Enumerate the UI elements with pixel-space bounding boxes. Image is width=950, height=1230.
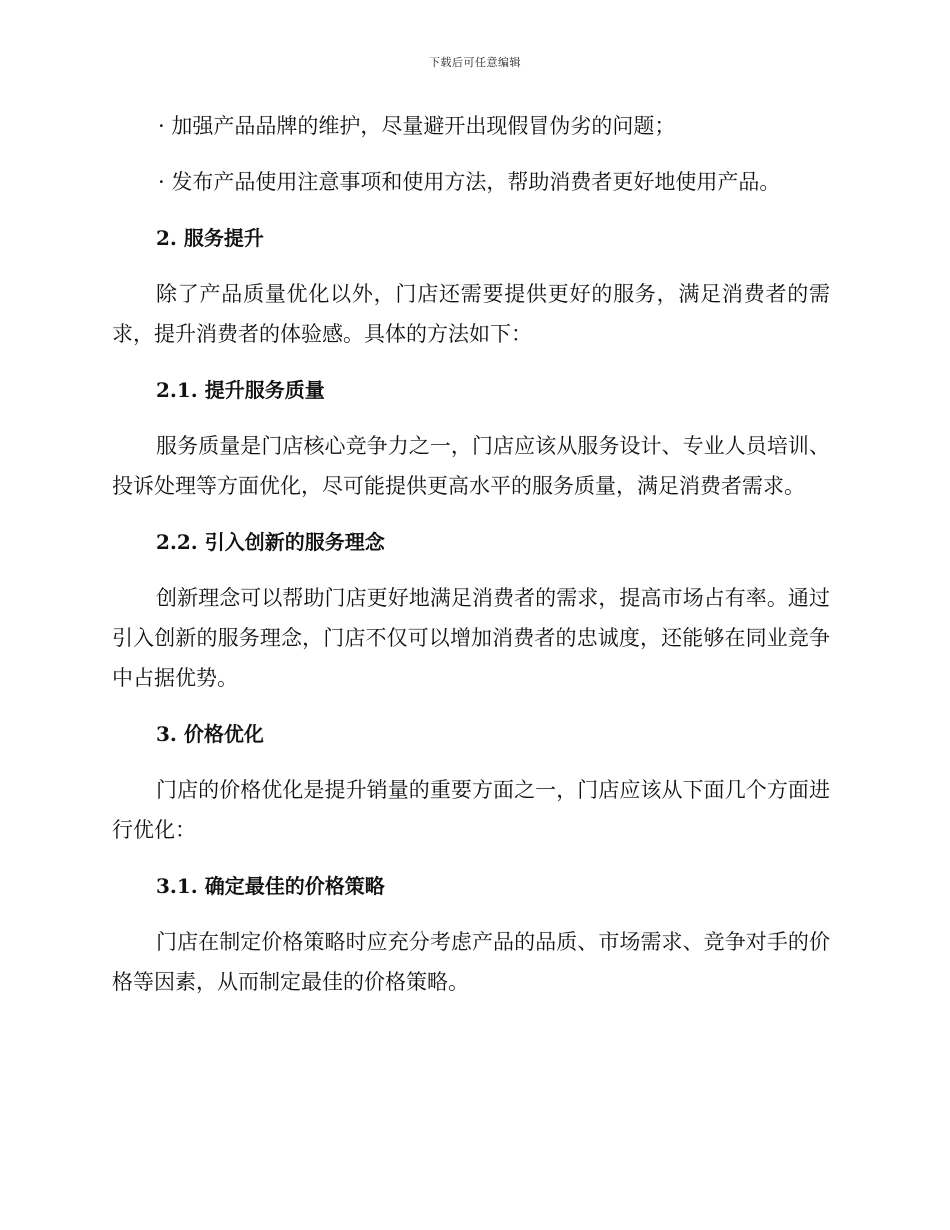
paragraph: 门店的价格优化是提升销量的重要方面之一，门店应该从下面几个方面进行优化：: [112, 778, 830, 842]
paragraph: 门店在制定价格策略时应充分考虑产品的品质、市场需求、竞争对手的价格等因素，从而制定最佳的价格策略。: [112, 930, 830, 994]
subsection-heading-service-quality: 2.1. 提升服务质量: [156, 378, 325, 402]
paragraph: 服务质量是门店核心竞争力之一，门店应该从服务设计、专业人员培训、投诉处理等方面优化，尽可能提供更高水平的服务质量，满足消费者需求。: [112, 434, 830, 498]
bullet-item: · 加强产品品牌的维护，尽量避开出现假冒伪劣的问题；: [158, 114, 676, 138]
subsection-heading-innovation: 2.2. 引入创新的服务理念: [156, 530, 385, 554]
paragraph: 创新理念可以帮助门店更好地满足消费者的需求，提高市场占有率。通过引入创新的服务理念，门店不仅可以增加消费者的忠诚度，还能够在同业竞争中占据优势。: [112, 586, 830, 690]
bullet-item: · 发布产品使用注意事项和使用方法，帮助消费者更好地使用产品。: [158, 170, 781, 194]
section-heading-price: 3. 价格优化: [156, 722, 264, 746]
subsection-heading-price-strategy: 3.1. 确定最佳的价格策略: [156, 874, 385, 898]
document-body: [112, 106, 830, 1018]
page-header: 下载后可任意编辑: [429, 56, 521, 69]
section-heading-service: 2. 服务提升: [156, 226, 264, 250]
paragraph: 除了产品质量优化以外，门店还需要提供更好的服务，满足消费者的需求，提升消费者的体验感。具体的方法如下：: [112, 282, 830, 346]
